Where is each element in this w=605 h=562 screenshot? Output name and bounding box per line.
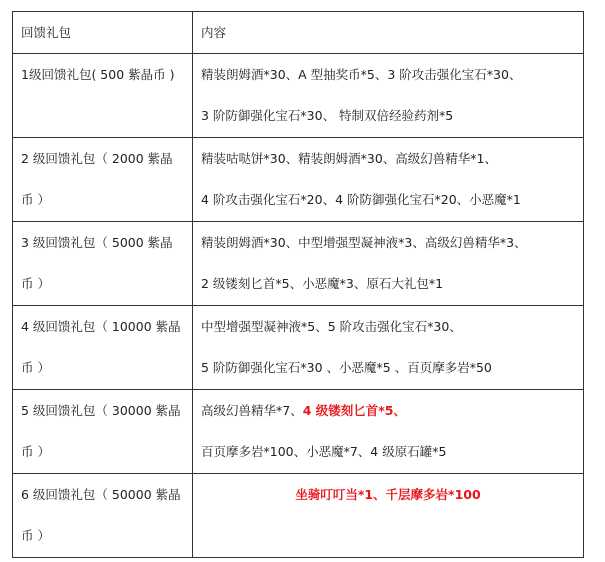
- table-row: [13, 54, 584, 138]
- gift-pack-contents-cell: [193, 390, 584, 474]
- gift-pack-name-line: 1级回馈礼包( 500 紫晶币 ): [21, 67, 175, 82]
- gift-pack-contents-cell: [193, 474, 584, 558]
- gift-pack-name-cell: [13, 222, 193, 306]
- header-gift-pack: 回馈礼包: [13, 12, 193, 54]
- gift-pack-name-line: 币 ）: [21, 192, 50, 207]
- reward-text: 3 阶防御强化宝石*30、 特制双倍经验药剂*5: [201, 108, 454, 123]
- contents-line: [193, 474, 583, 515]
- reward-text: 精装咕哒饼*30、精装朗姆酒*30、高级幻兽精华*1、: [201, 151, 498, 166]
- reward-text: 5 阶防御强化宝石*30 、小恶魔*5 、百页摩多岩*50: [201, 360, 492, 375]
- highlighted-reward-text: 坐骑叮叮当*1、千层摩多岩*100: [295, 487, 481, 502]
- reward-text: 高级幻兽精华*7、: [201, 403, 303, 418]
- gift-pack-name-cell: [13, 306, 193, 390]
- table-row: [13, 138, 584, 222]
- gift-pack-name-cell: [13, 54, 193, 138]
- table-row: [13, 390, 584, 474]
- gift-pack-name-cell: [13, 390, 193, 474]
- table-header-row: [13, 12, 584, 54]
- gift-pack-name-line: 币 ）: [21, 528, 50, 543]
- table-row: [13, 222, 584, 306]
- header-contents: 内容: [193, 12, 584, 54]
- reward-text: 百页摩多岩*100、小恶魔*7、4 级原石罐*5: [201, 444, 447, 459]
- gift-pack-contents-cell: [193, 138, 584, 222]
- highlighted-reward-text: 4 级镂刻匕首*5、: [302, 403, 407, 418]
- gift-pack-contents-cell: [193, 54, 584, 138]
- gift-pack-name-line: 币 ）: [21, 444, 50, 459]
- reward-text: 精装朗姆酒*30、A 型抽奖币*5、3 阶攻击强化宝石*30、: [201, 67, 522, 82]
- contents-line: [201, 263, 583, 304]
- reward-text: 精装朗姆酒*30、中型增强型凝神液*3、高级幻兽精华*3、: [201, 235, 527, 250]
- table-row: [13, 306, 584, 390]
- gift-pack-name-line: 4 级回馈礼包（ 10000 紫晶: [21, 319, 181, 334]
- gift-pack-name-cell: [13, 474, 193, 558]
- gift-pack-contents-cell: [193, 306, 584, 390]
- gift-pack-contents-cell: [193, 222, 584, 306]
- contents-line: [201, 179, 583, 220]
- gift-table-container: [12, 11, 583, 551]
- reward-text: 4 阶攻击强化宝石*20、4 阶防御强化宝石*20、小恶魔*1: [201, 192, 521, 207]
- gift-pack-name-line: 6 级回馈礼包（ 50000 紫晶: [21, 487, 181, 502]
- reward-text: 中型增强型凝神液*5、5 阶攻击强化宝石*30、: [201, 319, 462, 334]
- contents-line: [201, 222, 583, 263]
- contents-line: [201, 347, 583, 388]
- table-row: [13, 474, 584, 558]
- contents-line: [201, 138, 583, 179]
- gift-table: [12, 11, 584, 558]
- contents-line: [201, 390, 583, 431]
- reward-text: 2 级镂刻匕首*5、小恶魔*3、原石大礼包*1: [201, 276, 444, 291]
- gift-pack-name-line: 币 ）: [21, 360, 50, 375]
- gift-pack-name-line: 币 ）: [21, 276, 50, 291]
- contents-line: [201, 306, 583, 347]
- contents-line: [201, 431, 583, 472]
- gift-pack-name-cell: [13, 138, 193, 222]
- gift-pack-name-line: 5 级回馈礼包（ 30000 紫晶: [21, 403, 181, 418]
- gift-pack-name-line: 3 级回馈礼包（ 5000 紫晶: [21, 235, 173, 250]
- contents-line: [201, 95, 583, 136]
- contents-line: [201, 54, 583, 95]
- gift-pack-name-line: 2 级回馈礼包（ 2000 紫晶: [21, 151, 173, 166]
